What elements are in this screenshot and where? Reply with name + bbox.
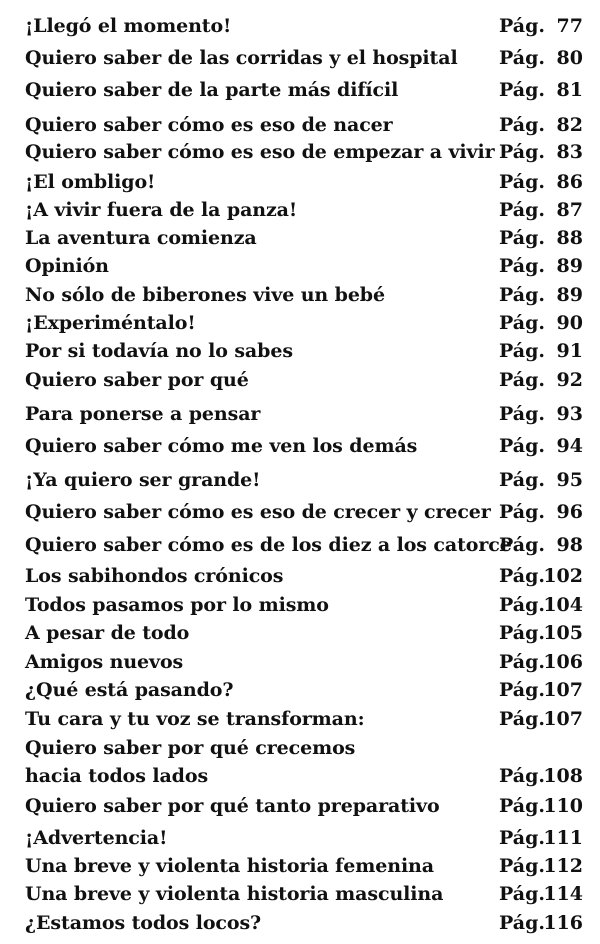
toc-entry [25, 909, 583, 937]
toc-entry-title: ¡El ombligo! [25, 171, 156, 193]
toc-entry-title: hacia todos lados [25, 765, 209, 787]
toc-entry-page-label: Pág. [499, 912, 545, 934]
toc-entry-page-label: Pág. [499, 114, 545, 136]
toc-entry-page-number: 89 [556, 255, 583, 277]
toc-entry-page-number: 77 [556, 15, 583, 37]
toc-entry [25, 281, 583, 309]
toc-entry-title: ¡A vivir fuera de la panza! [25, 199, 298, 221]
toc-entry-title: ¡Ya quiero ser grande! [25, 469, 261, 491]
toc-entry-page-label: Pág. [499, 141, 545, 163]
toc-entry [25, 196, 583, 224]
toc-entry-page-label: Pág. [499, 312, 545, 334]
toc-entry [25, 76, 583, 104]
toc-entry-page-label: Pág. [499, 795, 545, 817]
toc-entry-title: Quiero saber por qué [25, 369, 249, 391]
toc-entry-page-label: Pág. [499, 340, 545, 362]
toc-entry-page-number: 104 [543, 594, 583, 616]
toc-entry [25, 168, 583, 196]
toc-entry-title: Quiero saber por qué crecemos [25, 737, 356, 759]
toc-entry [25, 252, 583, 280]
toc-entry-page-number: 94 [556, 435, 583, 457]
toc-entry-page-label: Pág. [499, 708, 545, 730]
toc-entry [25, 309, 583, 337]
toc-entry-title: Quiero saber cómo es eso de nacer [25, 114, 393, 136]
toc-entry-page-number: 80 [556, 47, 583, 69]
toc-entry-page-label: Pág. [499, 501, 545, 523]
toc-entry-title: ¿Estamos todos locos? [25, 912, 262, 934]
toc-entry-page-number: 106 [543, 651, 583, 673]
toc-entry-page-number: 87 [556, 199, 583, 221]
toc-entry-page-number: 112 [543, 855, 583, 877]
toc-entry-title: ¡Experiméntalo! [25, 312, 196, 334]
toc-entry-page-label: Pág. [499, 765, 545, 787]
toc-entry [25, 734, 583, 762]
toc-entry-page-number: 107 [543, 679, 583, 701]
toc-entry-page-number: 91 [556, 340, 583, 362]
toc-entry [25, 648, 583, 676]
toc-entry-page-label: Pág. [499, 47, 545, 69]
toc-entry-title: Una breve y violenta historia masculina [25, 883, 444, 905]
toc-entry [25, 400, 583, 428]
toc-entry-page-label: Pág. [499, 435, 545, 457]
toc-entry-title: ¡Advertencia! [25, 827, 168, 849]
toc-entry [25, 591, 583, 619]
toc-entry-page-number: 92 [556, 369, 583, 391]
toc-entry [25, 880, 583, 908]
toc-entry-title: Por si todavía no lo sabes [25, 340, 293, 362]
toc-entry-page-label: Pág. [499, 469, 545, 491]
toc-entry-page-number: 114 [543, 883, 583, 905]
toc-entry [25, 138, 583, 166]
toc-entry-page-label: Pág. [499, 199, 545, 221]
toc-entry [25, 676, 583, 704]
toc-entry-page-label: Pág. [499, 651, 545, 673]
toc-entry [25, 12, 583, 40]
toc-entry-title: Todos pasamos por lo mismo [25, 594, 329, 616]
toc-entry [25, 531, 583, 559]
toc-entry-title: Quiero saber cómo es eso de empezar a vivir [25, 141, 495, 163]
toc-entry-page-number: 110 [543, 795, 583, 817]
toc-entry-page-label: Pág. [499, 827, 545, 849]
toc-entry-page-number: 108 [543, 765, 583, 787]
toc-entry-page-label: Pág. [499, 679, 545, 701]
toc-entry [25, 762, 583, 790]
toc-entry-page-number: 86 [556, 171, 583, 193]
toc-entry-page-number: 98 [556, 534, 583, 556]
toc-entry-page-number: 102 [543, 565, 583, 587]
toc-entry-page-number: 81 [556, 79, 583, 101]
toc-entry-title: Quiero saber cómo es eso de crecer y crecer [25, 501, 491, 523]
toc-entry-page-label: Pág. [499, 403, 545, 425]
toc-entry-page-number: 107 [543, 708, 583, 730]
toc-entry-page-number: 111 [543, 827, 583, 849]
toc-entry-page-number: 89 [556, 284, 583, 306]
toc-entry [25, 852, 583, 880]
toc-entry-page-label: Pág. [499, 255, 545, 277]
toc-entry-title: Opinión [25, 255, 109, 277]
toc-entry [25, 792, 583, 820]
toc-entry-page-number: 116 [543, 912, 583, 934]
toc-entry-page-number: 93 [556, 403, 583, 425]
toc-entry-title: Quiero saber cómo me ven los demás [25, 435, 418, 457]
toc-entry-page-number: 90 [556, 312, 583, 334]
toc-entry-title: Quiero saber de la parte más difícil [25, 79, 399, 101]
toc-entry-page-label: Pág. [499, 565, 545, 587]
toc-entry [25, 44, 583, 72]
toc-entry-page-label: Pág. [499, 369, 545, 391]
toc-entry-title: Los sabihondos crónicos [25, 565, 284, 587]
toc-entry-page-label: Pág. [499, 883, 545, 905]
toc-entry-page-label: Pág. [499, 79, 545, 101]
toc-entry [25, 224, 583, 252]
toc-entry [25, 824, 583, 852]
toc-entry [25, 366, 583, 394]
toc-entry-title: Amigos nuevos [25, 651, 184, 673]
toc-entry-title: La aventura comienza [25, 227, 257, 249]
toc-entry-title: ¡Llegó el momento! [25, 15, 232, 37]
toc-entry-title: Una breve y violenta historia femenina [25, 855, 434, 877]
toc-entry-page-number: 88 [556, 227, 583, 249]
toc-entry-page-label: Pág. [499, 622, 545, 644]
toc-entry-page-label: Pág. [499, 15, 545, 37]
toc-entry-title: ¿Qué está pasando? [25, 679, 234, 701]
toc-entry [25, 111, 583, 139]
toc-entry [25, 562, 583, 590]
toc-entry [25, 466, 583, 494]
toc-entry-page-number: 105 [543, 622, 583, 644]
toc-entry-page-label: Pág. [499, 171, 545, 193]
toc-entry [25, 705, 583, 733]
toc-entry [25, 619, 583, 647]
toc-entry-page-label: Pág. [499, 855, 545, 877]
toc-entry [25, 498, 583, 526]
toc-entry-page-label: Pág. [499, 227, 545, 249]
toc-entry-title: No sólo de biberones vive un bebé [25, 284, 385, 306]
toc-entry-title: Quiero saber por qué tanto preparativo [25, 795, 440, 817]
toc-entry-title: Quiero saber de las corridas y el hospital [25, 47, 458, 69]
toc-entry-title: Tu cara y tu voz se transforman: [25, 708, 365, 730]
toc-entry [25, 337, 583, 365]
toc-entry-page-label: Pág. [499, 284, 545, 306]
toc-entry-title: Quiero saber cómo es de los diez a los catorce [25, 534, 512, 556]
toc-entry-title: A pesar de todo [25, 622, 190, 644]
toc-entry-page-number: 82 [556, 114, 583, 136]
toc-entry-page-label: Pág. [499, 594, 545, 616]
toc-entry-title: Para ponerse a pensar [25, 403, 261, 425]
toc-entry-page-number: 95 [556, 469, 583, 491]
toc-entry-page-number: 96 [556, 501, 583, 523]
toc-entry-page-label: Pág. [499, 534, 545, 556]
toc-entry-page-number: 83 [556, 141, 583, 163]
toc-entry [25, 432, 583, 460]
